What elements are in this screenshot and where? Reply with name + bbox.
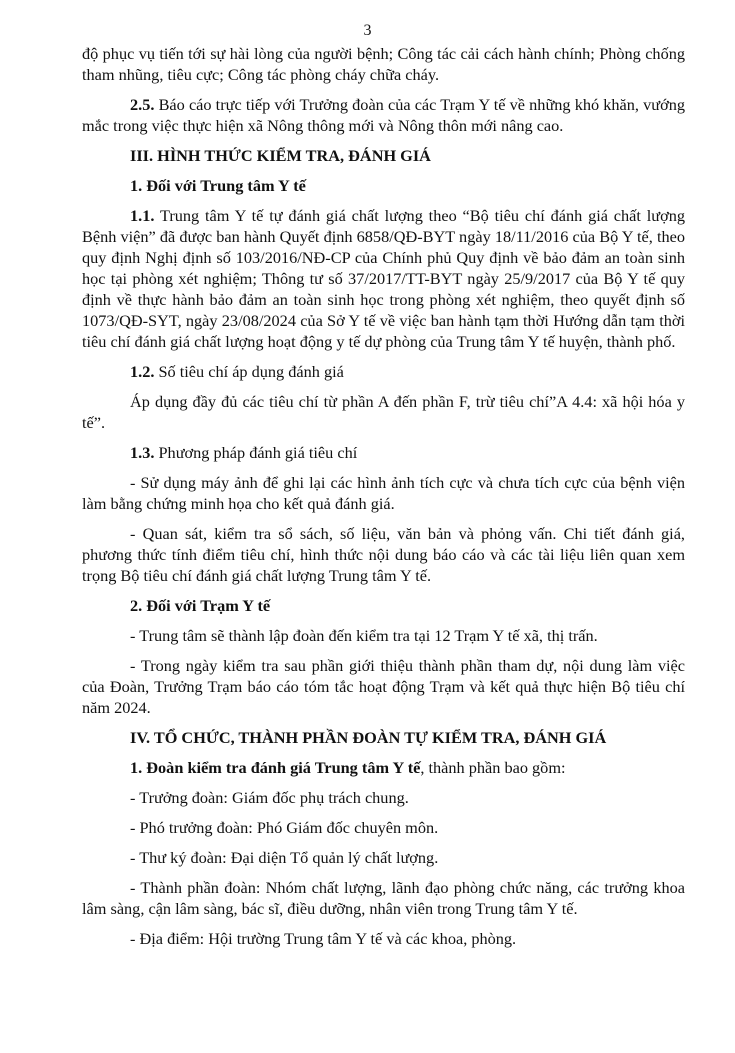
heading-health-station: 2. Đối với Trạm Y tế: [130, 596, 271, 615]
section-1-2-title: Số tiêu chí áp dụng đánh giá: [154, 362, 344, 381]
list-item: - Quan sát, kiểm tra sổ sách, số liệu, văn bản và phỏng vấn. Chi tiết đánh giá, phương thức tính điểm tiêu chí, hình thức nội dung báo cáo và các tài liệu liên quan xem trọng Bộ tiêu chí đánh giá chất lượng Trung tâm Y tế.: [82, 524, 685, 585]
heading-section-iv: IV. TỔ CHỨC, THÀNH PHẦN ĐOÀN TỰ KIỂM TRA, ĐÁNH GIÁ: [130, 728, 607, 747]
section-1-2-number: 1.2.: [130, 362, 155, 381]
section-1-1-text: Trung tâm Y tế tự đánh giá chất lượng theo “Bộ tiêu chí đánh giá chất lượng Bệnh viện” đã được ban hành Quyết định 6858/QĐ-BYT ngày 18/11/2016 của Bộ Y tế, theo quy định Nghị định số 103/2016/NĐ-CP của Chính phủ Quy định về bảo đảm an toàn sinh học tại phòng xét nghiệm; Thông tư số 37/2017/TT-BYT ngày 25/9/2017 của Bộ Y tế quy định về thực hành bảo đảm an toàn sinh học trong phòng xét nghiệm, theo quyết định số 1073/QĐ-SYT, ngày 23/08/2024 của Sở Y tế về việc ban hành tạm thời Hướng dẫn tạm thời tiêu chí đánh giá chất lượng hoạt động y tế dự phòng của Trung tâm Y tế huyện, thành phố.: [82, 206, 685, 351]
list-item: - Sử dụng máy ảnh để ghi lại các hình ảnh tích cực và chưa tích cực của bệnh viện làm bằng chứng minh họa cho kết quả đánh giá.: [82, 473, 685, 513]
section-1-2-heading: [82, 361, 685, 382]
section-1-3-heading: [82, 442, 685, 463]
list-item: - Trung tâm sẽ thành lập đoàn đến kiểm tra tại 12 Trạm Y tế xã, thị trấn.: [130, 626, 598, 645]
section-1-1-number: 1.1.: [130, 206, 155, 225]
heading-section-iii: III. HÌNH THỨC KIỂM TRA, ĐÁNH GIÁ: [130, 146, 431, 165]
list-item: - Thư ký đoàn: Đại diện Tổ quản lý chất lượng.: [130, 848, 439, 867]
list-item: - Trong ngày kiểm tra sau phần giới thiệu thành phần tham dự, nội dung làm việc của Đoàn, Trưởng Trạm báo cáo tóm tắc hoạt động Trạm và kết quả thực hiện Bộ tiêu chí năm 2024.: [82, 656, 685, 717]
intro-paragraph: độ phục vụ tiến tới sự hài lòng của người bệnh; Công tác cải cách hành chính; Phòng chống tham nhũng, tiêu cực; Công tác phòng cháy chữa cháy.: [82, 44, 685, 84]
heading-health-center: 1. Đối với Trung tâm Y tế: [130, 176, 306, 195]
list-item: - Trưởng đoàn: Giám đốc phụ trách chung.: [130, 788, 409, 807]
section-4-1: [82, 757, 685, 778]
section-2-5: [82, 94, 685, 136]
list-item: - Thành phần đoàn: Nhóm chất lượng, lãnh đạo phòng chức năng, các trưởng khoa lâm sàng, cận lâm sàng, bác sĩ, điều dưỡng, nhân viên trong Trung tâm Y tế.: [82, 878, 685, 918]
list-item: - Địa điểm: Hội trường Trung tâm Y tế và các khoa, phòng.: [130, 929, 517, 948]
page-number: 3: [363, 22, 372, 39]
section-4-1-bold: 1. Đoàn kiểm tra đánh giá Trung tâm Y tế: [130, 758, 421, 777]
section-2-5-number: 2.5.: [130, 95, 155, 114]
section-4-1-rest: , thành phần bao gồm:: [420, 758, 566, 777]
section-1-1: [82, 205, 685, 352]
list-item: - Phó trưởng đoàn: Phó Giám đốc chuyên môn.: [130, 818, 439, 837]
section-1-3-title: Phương pháp đánh giá tiêu chí: [154, 443, 358, 462]
section-2-5-text: Báo cáo trực tiếp với Trưởng đoàn của các Trạm Y tế về những khó khăn, vướng mắc trong việc thực hiện xã Nông thông mới và Nông thôn mới nâng cao.: [82, 95, 685, 135]
section-1-2-text: Áp dụng đầy đủ các tiêu chí từ phần A đến phần F, trừ tiêu chí”A 4.4: xã hội hóa y tế”.: [82, 392, 685, 432]
page-content: [82, 43, 685, 949]
section-1-3-number: 1.3.: [130, 443, 155, 462]
